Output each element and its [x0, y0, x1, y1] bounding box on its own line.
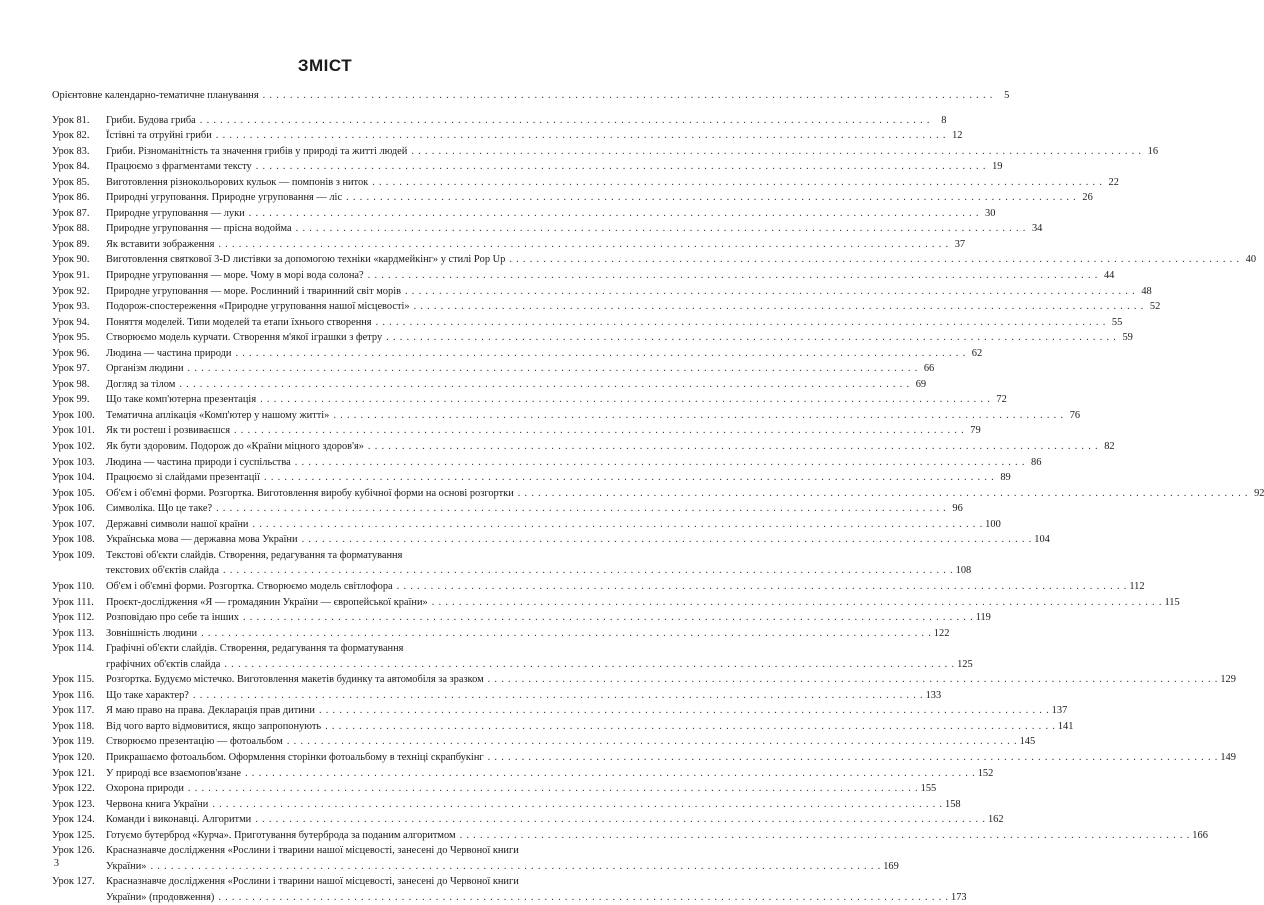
lesson-page: 129 [1220, 674, 1236, 686]
toc-intro-entry[interactable] [52, 88, 1010, 104]
toc-entry[interactable] [52, 703, 1068, 719]
lesson-title: Природне угруповання — луки [106, 207, 245, 219]
leader-dots [382, 330, 1119, 346]
toc-line [52, 579, 1145, 595]
lesson-number: Урок 102. [52, 441, 95, 453]
lesson-number: Урок 97. [52, 363, 90, 375]
toc-line [52, 548, 594, 564]
lesson-title-continuation: України» [106, 860, 147, 872]
toc-line [52, 610, 991, 626]
lesson-page: 55 [1111, 316, 1123, 328]
lesson-number: Урок 118. [52, 720, 95, 732]
lesson-page: 12 [952, 130, 963, 142]
lesson-page: 16 [1147, 145, 1159, 157]
lesson-title-continuation: графічних об'єктів слайда [106, 658, 221, 670]
toc-entry[interactable] [52, 641, 973, 672]
lesson-number: Урок 110. [52, 580, 95, 592]
leader-dots [484, 672, 1221, 688]
lesson-number: Урок 119. [52, 736, 95, 748]
toc-line [52, 159, 1003, 175]
lesson-page: 52 [1149, 301, 1161, 313]
lesson-title: Червона книга України [106, 798, 209, 810]
leader-dots [372, 315, 1109, 331]
lesson-page: 92 [1254, 487, 1264, 499]
leader-dots [291, 455, 1028, 471]
lesson-number: Урок 106. [52, 503, 95, 515]
lesson-number: Урок 111. [52, 596, 94, 608]
lesson-title-continuation: України» (продовження) [106, 891, 215, 903]
toc-entry[interactable] [52, 610, 991, 626]
lesson-title: Графічні об'єкти слайдів. Створення, редагування та форматування [106, 643, 404, 655]
toc-line [52, 501, 963, 517]
lesson-page: 141 [1057, 720, 1074, 732]
lesson-number: Урок 89. [52, 238, 90, 250]
lesson-title: У природі все взаємопов'язане [106, 767, 241, 779]
toc-entry[interactable] [52, 548, 972, 579]
lesson-title: Природні угруповання. Природне угруповання — ліс [106, 192, 343, 204]
leader-dots [364, 268, 1101, 284]
leader-dots [260, 470, 997, 486]
toc-entry[interactable] [52, 408, 1081, 424]
lesson-title: Прикрашаємо фотоальбом. Оформлення сторінки фотоальбому в техніці скрапбукінг [106, 751, 484, 763]
leader-dots [401, 284, 1138, 300]
toc-line [52, 641, 594, 657]
toc-entry[interactable] [52, 268, 1115, 284]
leader-dots [245, 206, 982, 222]
toc-line [52, 734, 1036, 750]
lesson-page: 169 [883, 860, 899, 872]
lesson-title: Подорож-спостереження «Природне угруповання нашої місцевості» [106, 301, 410, 313]
lesson-number: Урок 99. [52, 394, 90, 406]
toc-line [52, 392, 1007, 408]
toc-line [52, 517, 1001, 533]
lesson-title: Людина — частина природи [106, 347, 232, 359]
lesson-page: 122 [933, 627, 950, 639]
toc-entry[interactable] [52, 626, 950, 642]
lesson-number: Урок 126. [52, 845, 95, 857]
toc-entry[interactable] [52, 330, 1133, 346]
toc-entry[interactable] [52, 252, 1257, 268]
lesson-page: 149 [1220, 751, 1236, 763]
toc-entry[interactable] [52, 455, 1042, 471]
toc-entry[interactable] [52, 843, 899, 874]
leader-dots [252, 159, 989, 175]
lesson-number: Урок 94. [52, 316, 90, 328]
lesson-number: Урок 98. [52, 378, 90, 390]
lesson-number: Урок 82. [52, 130, 90, 142]
toc-line [52, 252, 1257, 268]
lesson-page: 137 [1051, 705, 1068, 717]
leader-dots [428, 595, 1165, 611]
toc-line [52, 144, 1159, 160]
lesson-page: 152 [977, 767, 994, 779]
toc-entry-list [52, 113, 1264, 905]
toc-entry[interactable] [52, 719, 1074, 735]
lesson-title: Об'єм і об'ємні форми. Розгортка. Створюємо модель світлофора [106, 580, 393, 592]
lesson-number: Урок 122. [52, 783, 95, 795]
toc-line [52, 703, 1068, 719]
lesson-page: 62 [971, 347, 983, 359]
toc-line [52, 750, 1236, 766]
lesson-number: Урок 117. [52, 705, 95, 717]
toc-line [52, 299, 1161, 315]
leader-dots [315, 703, 1052, 719]
toc-line [52, 766, 994, 782]
lesson-page: 44 [1103, 270, 1115, 282]
lesson-title: Що таке характер? [106, 689, 189, 701]
lesson-number: Урок 93. [52, 301, 90, 313]
lesson-number: Урок 88. [52, 223, 90, 235]
lesson-title: Працюємо з фрагментами тексту [106, 161, 252, 173]
lesson-number: Урок 116. [52, 689, 95, 701]
leader-dots [329, 408, 1066, 424]
toc-line [52, 113, 947, 129]
lesson-title: Організм людини [106, 363, 184, 375]
lesson-number: Урок 125. [52, 829, 95, 841]
lesson-page: 8 [941, 114, 947, 126]
toc-line-continuation [52, 563, 972, 579]
lesson-page: 82 [1104, 441, 1115, 453]
lesson-number: Урок 113. [52, 627, 95, 639]
toc-line [52, 672, 1236, 688]
lesson-title: Як вставити зображення [106, 238, 215, 250]
toc-line [52, 828, 1208, 844]
toc-line [52, 346, 983, 362]
toc-line [52, 455, 1042, 471]
lesson-page: 125 [957, 658, 973, 670]
leader-dots [407, 144, 1144, 160]
lesson-page: 100 [985, 518, 1001, 530]
lesson-title: Об'єм і об'ємні форми. Розгортка. Виготовлення виробу кубічної форми на основі розгортки [106, 487, 514, 499]
toc-line [52, 361, 935, 377]
toc-entry[interactable] [52, 346, 983, 362]
toc-entry[interactable] [52, 175, 1119, 191]
leader-dots [259, 88, 996, 104]
toc-line [52, 190, 1093, 206]
leader-dots [368, 175, 1105, 191]
leader-dots [147, 859, 884, 875]
lesson-number: Урок 124. [52, 814, 95, 826]
leader-dots [219, 563, 956, 579]
lesson-number: Урок 103. [52, 456, 95, 468]
toc-entry[interactable] [52, 377, 927, 393]
lesson-page: 162 [987, 814, 1004, 826]
toc-entry[interactable] [52, 672, 1236, 688]
lesson-number: Урок 123. [52, 798, 95, 810]
lesson-number: Урок 81. [52, 114, 90, 126]
leader-dots [241, 766, 978, 782]
toc-line [52, 439, 1115, 455]
lesson-page: 69 [915, 378, 927, 390]
lesson-page: 30 [985, 207, 996, 219]
lesson-title: Догляд за тілом [106, 378, 176, 390]
toc-line [52, 626, 950, 642]
lesson-page: 104 [1034, 534, 1050, 546]
lesson-number: Урок 108. [52, 534, 95, 546]
leader-dots [248, 517, 985, 533]
lesson-page: 96 [952, 503, 963, 515]
leader-dots [214, 237, 951, 253]
leader-dots [208, 797, 945, 813]
toc-line [52, 206, 996, 222]
lesson-title: Створюємо модель курчати. Створення м'якої іграшки з фетру [106, 332, 383, 344]
lesson-number: Урок 120. [52, 751, 95, 763]
lesson-title: Природне угруповання — море. Рослинний і тваринний світ морів [106, 285, 401, 297]
lesson-page: 158 [945, 798, 961, 810]
leader-dots [214, 890, 951, 905]
lesson-title: Як ти ростеш і розвиваєшся [106, 425, 230, 437]
lesson-title: Команди і виконавці. Алгоритми [106, 814, 252, 826]
lesson-title: Тематична аплікація «Комп'ютер у нашому житті» [106, 409, 330, 421]
leader-dots [505, 252, 1242, 268]
toc-entry[interactable] [52, 284, 1152, 300]
lesson-title: Гриби. Будова гриба [106, 114, 196, 126]
lesson-page: 79 [970, 425, 981, 437]
leader-dots [230, 423, 967, 439]
lesson-page: 72 [996, 394, 1007, 406]
lesson-page: 22 [1108, 176, 1119, 188]
toc-line [52, 486, 1264, 502]
lesson-title: Створюємо презентацію — фотоальбом [106, 736, 283, 748]
toc-entry[interactable] [52, 423, 981, 439]
lesson-title: Виготовлення святкової 3-D листівки за допомогою техніки «кардмейкінг» у стилі Pop Up [106, 254, 506, 266]
lesson-title: Гриби. Різноманітність та значення грибів у природі та житті людей [106, 145, 408, 157]
lesson-page: 26 [1082, 192, 1093, 204]
lesson-title: Українська мова — державна мова України [106, 534, 298, 546]
leader-dots [342, 190, 1079, 206]
lesson-number: Урок 114. [52, 643, 95, 655]
page-title: ЗМІСТ [297, 56, 353, 75]
leader-dots [292, 221, 1029, 237]
toc-line [52, 237, 966, 253]
lesson-title: Державні символи нашої країни [106, 518, 249, 530]
toc-line [52, 128, 963, 144]
toc-line [52, 175, 1119, 191]
leader-dots [184, 781, 921, 797]
lesson-number: Урок 101. [52, 425, 95, 437]
toc-entry[interactable] [52, 734, 1036, 750]
toc-line [52, 423, 981, 439]
lesson-title: Як бути здоровим. Подорож до «Країни міцного здоров'я» [106, 441, 364, 453]
leader-dots [197, 626, 934, 642]
leader-dots [212, 128, 949, 144]
lesson-number: Урок 107. [52, 518, 95, 530]
toc-entry[interactable] [52, 874, 967, 905]
lesson-page: 119 [975, 612, 991, 624]
lesson-page: 48 [1141, 285, 1152, 297]
leader-dots [484, 750, 1221, 766]
lesson-page: 133 [925, 689, 942, 701]
leader-dots [251, 812, 988, 828]
lesson-title: Символіка. Що це таке? [106, 503, 213, 515]
lesson-page: 76 [1069, 409, 1081, 421]
toc-line [52, 843, 594, 859]
toc-line [52, 781, 937, 797]
toc-line [52, 874, 594, 890]
toc-entry[interactable] [52, 797, 961, 813]
lesson-title: Природне угруповання — море. Чому в морі вода солона? [106, 270, 364, 282]
lesson-number: Урок 91. [52, 270, 90, 282]
leader-dots [212, 501, 949, 517]
lesson-title: Що таке комп'ютерна презентація [106, 394, 257, 406]
lesson-page: 19 [992, 161, 1003, 173]
lesson-number: Урок 104. [52, 472, 95, 484]
toc-line [52, 408, 1081, 424]
lesson-page: 34 [1031, 223, 1043, 235]
lesson-page: 40 [1245, 254, 1257, 266]
toc-entry[interactable] [52, 579, 1145, 595]
toc-entry[interactable] [52, 517, 1001, 533]
lesson-title: Від чого варто відмовитися, якщо запропонують [106, 720, 322, 732]
toc-line [52, 532, 1050, 548]
toc-line [52, 812, 1004, 828]
lesson-page: 66 [923, 363, 935, 375]
toc-line [52, 221, 1043, 237]
lesson-page: 59 [1122, 332, 1133, 344]
leader-dots [196, 113, 933, 129]
lesson-page: 145 [1019, 736, 1036, 748]
lesson-number: Урок 112. [52, 612, 95, 624]
toc-entry[interactable] [52, 206, 996, 222]
leader-dots [189, 688, 926, 704]
toc-entry[interactable] [52, 392, 1007, 408]
leader-dots [231, 346, 968, 362]
lesson-title: Розгортка. Будуємо містечко. Виготовлення макетів будинку та автомобіля за зразком [106, 674, 484, 686]
lesson-title-continuation: текстових об'єктів слайда [106, 565, 219, 577]
lesson-page: 86 [1031, 456, 1042, 468]
toc-entry[interactable] [52, 237, 966, 253]
lesson-number: Урок 84. [52, 161, 90, 173]
toc-entry[interactable] [52, 439, 1115, 455]
lesson-title: Проєкт-дослідження «Я — громадянин України — європейської країни» [106, 596, 428, 608]
toc-line [52, 330, 1133, 346]
toc-entry[interactable] [52, 221, 1043, 237]
lesson-title: Охорона природи [106, 783, 184, 795]
toc-line-continuation [52, 657, 973, 673]
toc-entry[interactable] [52, 766, 994, 782]
leader-dots [175, 377, 912, 393]
leader-dots [220, 657, 957, 673]
toc-line [52, 719, 1074, 735]
lesson-number: Урок 83. [52, 145, 90, 157]
lesson-number: Урок 85. [52, 176, 90, 188]
toc-line [52, 595, 1180, 611]
lesson-number: Урок 105. [52, 487, 95, 499]
leader-dots [239, 610, 976, 626]
lesson-title: Красназнавче дослідження «Рослини і тварини нашої місцевості, занесені до Червоної книги [106, 876, 519, 888]
table-of-contents [52, 88, 1264, 905]
toc-entry[interactable] [52, 128, 963, 144]
toc-entry[interactable] [52, 486, 1264, 502]
toc-entry[interactable] [52, 361, 935, 377]
leader-dots [364, 439, 1101, 455]
lesson-title: Текстові об'єкти слайдів. Створення, редагування та форматування [106, 549, 403, 561]
toc-line [52, 377, 927, 393]
toc-line [52, 315, 1123, 331]
leader-dots [456, 828, 1193, 844]
leader-dots [184, 361, 921, 377]
lesson-number: Урок 127. [52, 876, 95, 888]
lesson-title: Виготовлення різнокольорових кульок — помпонів з ниток [106, 176, 369, 188]
toc-entry[interactable] [52, 688, 942, 704]
toc-entry[interactable] [52, 595, 1180, 611]
toc-entry[interactable] [52, 144, 1159, 160]
leader-dots [298, 532, 1035, 548]
toc-entry[interactable] [52, 470, 1011, 486]
toc-entry[interactable] [52, 828, 1208, 844]
lesson-page: 37 [954, 238, 966, 250]
toc-entry[interactable] [52, 190, 1093, 206]
toc-intro-page: 5 [1004, 90, 1010, 101]
leader-dots [283, 734, 1020, 750]
leader-dots [256, 392, 993, 408]
toc-entry[interactable] [52, 532, 1050, 548]
toc-entry[interactable] [52, 501, 963, 517]
lesson-page: 89 [1000, 472, 1011, 484]
toc-entry[interactable] [52, 750, 1236, 766]
toc-line [52, 284, 1152, 300]
lesson-number: Урок 87. [52, 207, 90, 219]
lesson-page: 166 [1192, 829, 1208, 841]
toc-intro-text: Орієнтовне календарно-тематичне планування [52, 90, 259, 101]
toc-line-continuation [52, 890, 967, 905]
lesson-number: Урок 121. [52, 767, 95, 779]
lesson-title: Людина — частина природи і суспільства [106, 456, 291, 468]
leader-dots [410, 299, 1147, 315]
lesson-title: Красназнавче дослідження «Рослини і тварини нашої місцевості, занесені до Червоної книги [106, 845, 519, 857]
toc-line [52, 688, 942, 704]
lesson-number: Урок 92. [52, 285, 90, 297]
leader-dots [321, 719, 1058, 735]
toc-line [52, 470, 1011, 486]
leader-dots [514, 486, 1251, 502]
lesson-number: Урок 86. [52, 192, 90, 204]
lesson-page: 112 [1129, 580, 1145, 592]
lesson-number: Урок 109. [52, 549, 95, 561]
toc-entry[interactable] [52, 812, 1004, 828]
lesson-title: Готуємо бутерброд «Курча». Приготування бутерброда за поданим алгоритмом [106, 829, 456, 841]
toc-line-continuation [52, 859, 899, 875]
lesson-number: Урок 95. [52, 332, 90, 344]
lesson-number: Урок 96. [52, 347, 90, 359]
lesson-page: 173 [951, 891, 967, 903]
lesson-number: Урок 115. [52, 674, 95, 686]
toc-entry[interactable] [52, 315, 1123, 331]
page-number: 3 [54, 858, 59, 869]
lesson-title: Зовнішність людини [106, 627, 198, 639]
lesson-number: Урок 90. [52, 254, 90, 266]
leader-dots [393, 579, 1130, 595]
toc-entry[interactable] [52, 781, 937, 797]
lesson-title: Природне угруповання — прісна водойма [106, 223, 292, 235]
lesson-title: Поняття моделей. Типи моделей та етапи їхнього створення [106, 316, 372, 328]
toc-entry[interactable] [52, 299, 1161, 315]
lesson-title: Працюємо зі слайдами презентації [106, 472, 261, 484]
lesson-title: Їстівні та отруйні гриби [106, 130, 212, 142]
lesson-page: 115 [1164, 596, 1180, 608]
toc-entry[interactable] [52, 113, 947, 129]
lesson-number: Урок 100. [52, 409, 95, 421]
lesson-page: 155 [920, 783, 937, 795]
lesson-title: Я маю право на права. Декларація прав дитини [106, 705, 315, 717]
lesson-page: 108 [955, 565, 972, 577]
lesson-title: Розповідаю про себе та інших [106, 612, 239, 624]
toc-entry[interactable] [52, 159, 1003, 175]
toc-line [52, 268, 1115, 284]
toc-line [52, 797, 961, 813]
